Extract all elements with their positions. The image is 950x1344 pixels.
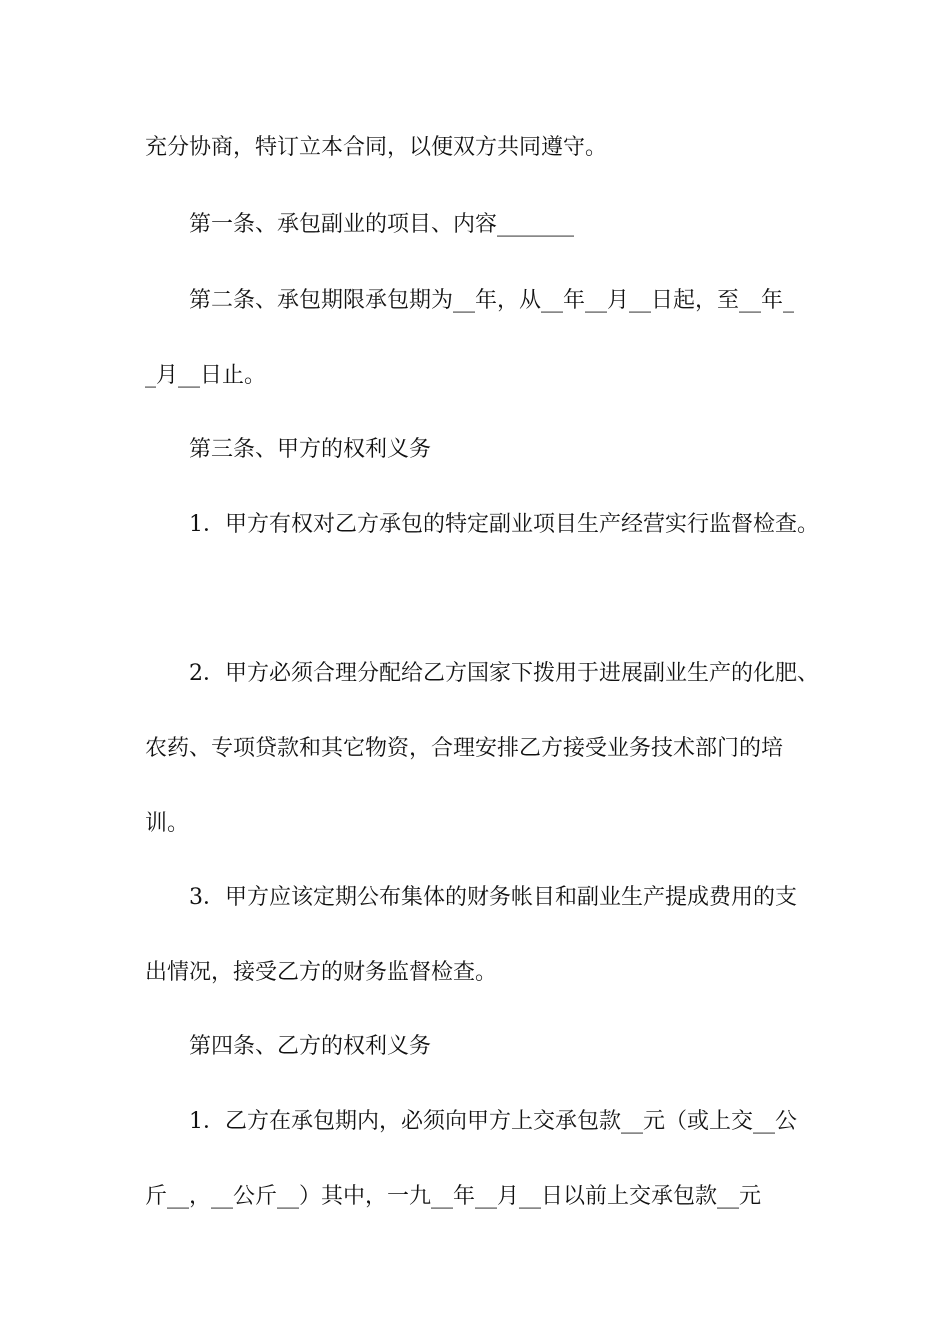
- article-3-item-2-continued: 农药、专项贷款和其它物资，合理安排乙方接受业务技术部门的培: [145, 736, 784, 761]
- article-4-item-1: 1．乙方在承包期内，必须向甲方上交承包款__元（或上交__公: [189, 1109, 797, 1134]
- article-3-item-3-continued: 出情况，接受乙方的财务监督检查。: [145, 960, 498, 985]
- article-3-item-1: 1．甲方有权对乙方承包的特定副业项目生产经营实行监督检查。: [189, 512, 819, 537]
- article-3-item-3: 3．甲方应该定期公布集体的财务帐目和副业生产提成费用的支: [189, 885, 797, 910]
- paragraph-line: 充分协商，特订立本合同，以便双方共同遵守。: [145, 135, 608, 160]
- article-3-heading: 第三条、甲方的权利义务: [189, 437, 432, 462]
- article-4-item-1-continued: 斤__，__公斤__）其中，一九__年__月__日以前上交承包款__元: [145, 1184, 762, 1209]
- article-4-heading: 第四条、乙方的权利义务: [189, 1034, 432, 1059]
- article-1-heading: 第一条、承包副业的项目、内容_______: [189, 212, 575, 237]
- article-3-item-2: 2．甲方必须合理分配给乙方国家下拨用于进展副业生产的化肥、: [189, 661, 819, 686]
- article-2-line: 第二条、承包期限承包期为__年，从__年__月__日起，至__年_: [189, 288, 795, 313]
- article-2-line-continued: _月__日止。: [145, 363, 267, 388]
- article-3-item-2-end: 训。: [145, 811, 190, 836]
